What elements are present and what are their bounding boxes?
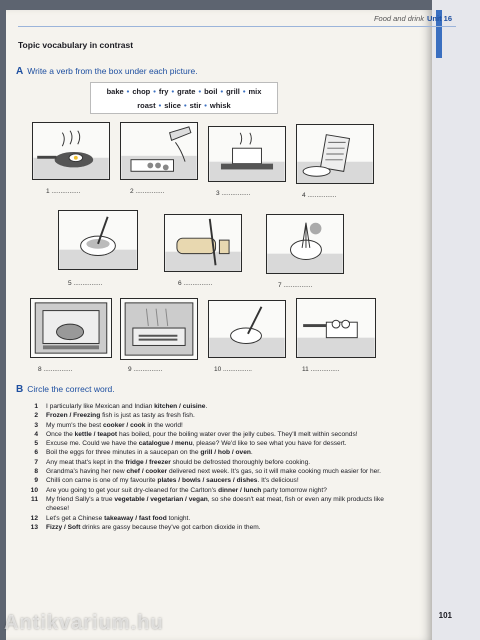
sentence-text: has boiled, pour the boiling water over the jelly cubes. They'll melt within seconds! bbox=[117, 430, 358, 438]
exercise-item bbox=[26, 421, 406, 430]
sentence-text: My friend Sally's a true bbox=[46, 495, 115, 503]
sentence-text: Grandma's having her new bbox=[46, 468, 127, 476]
item-number: 1 bbox=[34, 403, 38, 410]
sentence-text: My mum's the best bbox=[46, 421, 103, 429]
picture-3-label: 3 ................ bbox=[216, 190, 251, 197]
word-box-verb: grate bbox=[177, 87, 196, 96]
page-header bbox=[374, 14, 452, 23]
sentence-text: in the world! bbox=[145, 421, 183, 429]
bullet-separator: • bbox=[158, 101, 162, 110]
sentence-text: Let's get a Chinese bbox=[46, 514, 105, 522]
sentence-text: . bbox=[250, 449, 253, 457]
word-box-verb: grill bbox=[226, 87, 240, 96]
sentence-text: Are you going to get your suit dry-cleaned for the Carlton's bbox=[46, 486, 219, 494]
picture-2-label: 2 ................ bbox=[130, 188, 165, 195]
picture-8-label: 8 ................ bbox=[38, 366, 73, 373]
item-number: 5 bbox=[34, 440, 38, 448]
word-box-verb: whisk bbox=[209, 101, 231, 110]
word-box-verb: slice bbox=[164, 101, 181, 110]
word-box-verb: chop bbox=[132, 87, 151, 96]
item-number: 13 bbox=[30, 523, 38, 531]
picture-9-label: 9 ................ bbox=[128, 366, 163, 373]
exercise-item-list bbox=[26, 402, 406, 532]
item-number: 7 bbox=[34, 458, 38, 466]
bullet-separator: • bbox=[204, 101, 207, 110]
exercise-item bbox=[26, 523, 406, 532]
word-choice[interactable]: fridge / freezer bbox=[125, 458, 171, 466]
section-b-letter: B bbox=[16, 384, 24, 395]
item-number: 6 bbox=[34, 449, 38, 457]
picture-6-label: 6 ................ bbox=[178, 280, 213, 287]
exercise-item bbox=[26, 402, 406, 411]
word-choice[interactable]: dinner / lunch bbox=[218, 486, 262, 494]
header-divider bbox=[18, 26, 456, 27]
sentence-text: Excuse me. Could we have the bbox=[46, 440, 139, 448]
item-number: 11 bbox=[31, 495, 38, 503]
watermark: Antikvarium.hu bbox=[4, 612, 164, 634]
sentence-text: I particularly like Mexican and Indian bbox=[46, 403, 155, 410]
picture-2-chopping bbox=[120, 122, 198, 180]
sentence-text: tonight. bbox=[166, 514, 191, 522]
sentence-text: Once the bbox=[46, 430, 75, 438]
exercise-item bbox=[26, 430, 406, 439]
exercise-item bbox=[26, 514, 406, 523]
bullet-separator: • bbox=[183, 101, 187, 110]
picture-10-mixing bbox=[208, 300, 286, 358]
verb-word-box bbox=[90, 82, 278, 114]
exercise-item bbox=[26, 467, 406, 476]
section-b-heading bbox=[16, 384, 115, 395]
word-box-verb: boil bbox=[204, 87, 218, 96]
picture-5-label: 5 ................ bbox=[68, 280, 103, 287]
sentence-text: . It's delicious! bbox=[257, 477, 299, 485]
word-box-verb: bake bbox=[106, 87, 124, 96]
word-choice[interactable]: cooker / cook bbox=[102, 421, 146, 429]
picture-4-grating bbox=[296, 124, 374, 184]
word-choice[interactable]: catalogue / menu bbox=[138, 440, 193, 448]
picture-3-pot-on-hob bbox=[208, 126, 286, 182]
exercise-item bbox=[26, 486, 406, 495]
exercise-item bbox=[26, 495, 406, 514]
sentence-text: should be defrosted thoroughly before cooking. bbox=[170, 458, 311, 466]
exercise-item bbox=[26, 458, 406, 467]
bullet-separator: • bbox=[220, 87, 224, 96]
word-choice[interactable]: kettle / teapot bbox=[74, 430, 118, 438]
item-number: 2 bbox=[34, 412, 38, 420]
header-topic: Food and drink bbox=[373, 14, 424, 23]
item-number: 4 bbox=[34, 430, 38, 438]
picture-6-slicing-bread bbox=[164, 214, 242, 272]
bullet-separator: • bbox=[198, 87, 202, 96]
word-box-line-1 bbox=[91, 85, 277, 99]
word-choice[interactable]: kitchen / cuisine bbox=[154, 403, 206, 410]
exercise-item bbox=[26, 476, 406, 485]
word-choice[interactable]: Fizzy / Soft bbox=[46, 523, 81, 531]
sentence-text: Any meat that's kept in the bbox=[46, 458, 126, 466]
word-box-verb: mix bbox=[248, 87, 262, 96]
sentence-text: , so she doesn't eat meat, fish or even any milk products like cheese! bbox=[46, 495, 384, 513]
section-a-instruction: Write a verb from the box under each picture. bbox=[27, 66, 198, 76]
word-choice[interactable]: chef / cooker bbox=[126, 468, 168, 476]
word-choice[interactable]: plates / bowls / saucers / dishes bbox=[157, 477, 258, 485]
bullet-separator: • bbox=[171, 87, 175, 96]
item-number: 8 bbox=[34, 468, 38, 476]
sentence-text: party tomorrow night? bbox=[261, 486, 327, 494]
sentence-text: Chilli con carne is one of my favourite bbox=[46, 477, 158, 485]
word-box-verb: fry bbox=[158, 87, 169, 96]
bullet-separator: • bbox=[242, 87, 246, 96]
picture-11-label: 11 ................ bbox=[302, 366, 340, 373]
section-a-letter: A bbox=[16, 66, 24, 77]
sentence-text: delivered next week. It's gas, so it will make cooking much easier for her. bbox=[167, 468, 381, 476]
word-box-line-2 bbox=[91, 99, 277, 113]
picture-5-stirring bbox=[58, 210, 138, 270]
sentence-text: drinks are gassy because they've got carbon dioxide in them. bbox=[80, 523, 261, 531]
picture-9-grilling bbox=[120, 298, 198, 360]
sentence-text: . bbox=[205, 403, 208, 410]
bullet-separator: • bbox=[153, 87, 156, 96]
header-unit: Unit 16 bbox=[426, 14, 452, 23]
picture-7-label: 7 ................ bbox=[278, 282, 313, 289]
sentence-text: Boil the eggs for three minutes in a saucepan on the bbox=[46, 449, 201, 457]
picture-1-frying-egg bbox=[32, 122, 110, 180]
picture-1-label: 1 ................ bbox=[46, 188, 81, 195]
page-title: Topic vocabulary in contrast bbox=[18, 40, 134, 50]
item-number: 12 bbox=[30, 514, 38, 522]
item-number: 3 bbox=[34, 421, 38, 429]
word-choice[interactable]: takeaway / fast food bbox=[104, 514, 167, 522]
picture-8-roasting bbox=[30, 298, 112, 358]
picture-7-whisking bbox=[266, 214, 344, 274]
picture-11-boiling-eggs bbox=[296, 298, 376, 358]
bullet-separator: • bbox=[126, 87, 130, 96]
exercise-item bbox=[26, 411, 406, 420]
picture-4-label: 4 ................ bbox=[302, 192, 337, 199]
right-margin-strip bbox=[432, 0, 480, 640]
picture-10-label: 10 ................ bbox=[214, 366, 252, 373]
word-box-verb: stir bbox=[189, 101, 202, 110]
section-b-instruction: Circle the correct word. bbox=[27, 384, 115, 394]
word-choice[interactable]: grill / hob / oven bbox=[200, 449, 251, 457]
word-choice[interactable]: vegetable / vegetarian / vegan bbox=[114, 495, 208, 503]
word-box-verb: roast bbox=[137, 101, 156, 110]
exercise-item bbox=[26, 448, 406, 457]
sentence-text: fish is just as tasty as fresh fish. bbox=[100, 412, 195, 420]
item-number: 9 bbox=[34, 477, 38, 485]
item-number: 10 bbox=[30, 486, 38, 494]
sentence-text: , please? We'd like to see what you have for dessert. bbox=[192, 440, 347, 448]
word-choice[interactable]: Frozen / Freezing bbox=[46, 412, 101, 420]
exercise-item bbox=[26, 439, 406, 448]
section-a-heading bbox=[16, 66, 198, 77]
page-number: 101 bbox=[438, 611, 452, 620]
